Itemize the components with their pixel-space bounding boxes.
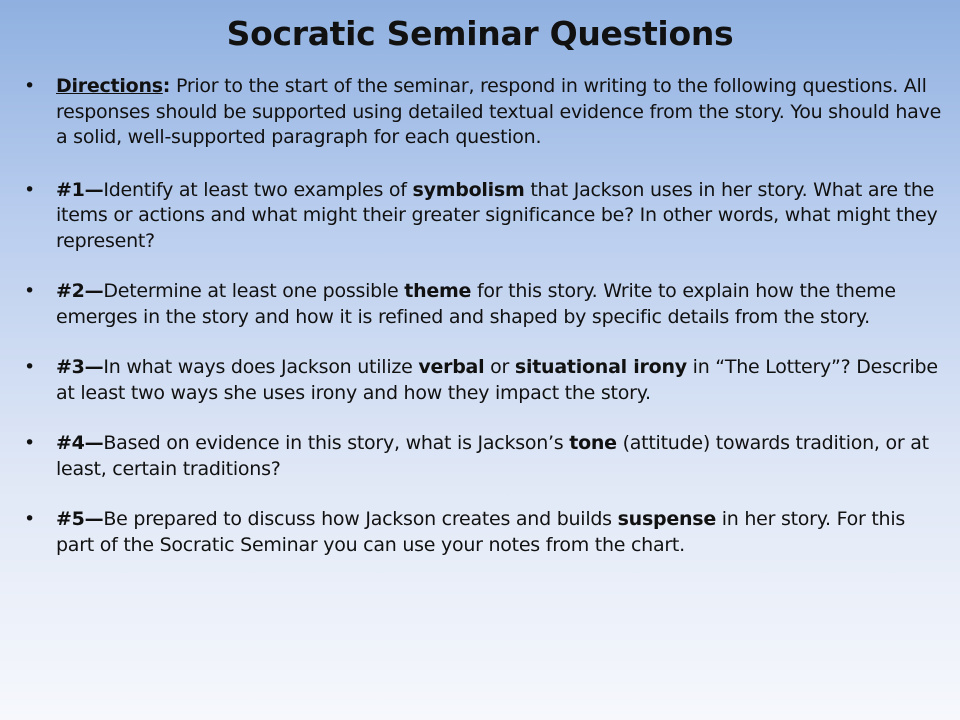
question-item-4	[20, 431, 945, 482]
question-number: #1—	[56, 178, 104, 201]
question-text-post: for this story. Write to explain how the theme emerges in the story and how it is refined and shaped by specific details from the story.	[56, 280, 896, 328]
bullet-dot: •	[24, 432, 35, 454]
key-term: suspense	[617, 508, 716, 530]
key-term: symbolism	[412, 178, 525, 201]
bullet-dot: •	[24, 356, 35, 378]
directions-label: Directions	[56, 75, 163, 97]
question-number: #4—	[56, 432, 104, 454]
question-text-post: in “The Lottery”? Describe at least two ways she uses irony and how they impact the story.	[56, 356, 938, 404]
directions-item	[20, 74, 945, 151]
key-term: situational irony	[514, 356, 687, 378]
directions-text: Prior to the start of the seminar, respond in writing to the following questions. All responses should be supported using detailed textual evidence from the story. You should have a solid, well-supported paragraph for each question.	[56, 75, 942, 148]
question-text-post: (attitude) towards tradition, or at least, certain traditions?	[56, 432, 929, 480]
directions-colon: :	[162, 75, 171, 97]
question-text-mid: or	[484, 356, 515, 378]
question-text-post: that Jackson uses in her story. What are the items or actions and what might their greater significance be? In other words, what might they represent?	[56, 178, 938, 252]
key-term: tone	[569, 432, 617, 454]
question-list	[20, 74, 945, 583]
question-text-pre: Determine at least one possible	[103, 280, 405, 302]
question-text-pre: Be prepared to discuss how Jackson creates and builds	[103, 508, 618, 530]
question-text-pre: In what ways does Jackson utilize	[103, 356, 419, 378]
question-number: #3—	[56, 356, 104, 378]
question-text-post: in her story. For this part of the Socratic Seminar you can use your notes from the chart.	[56, 508, 905, 556]
question-text-pre: Identify at least two examples of	[103, 178, 413, 201]
bullet-dot: •	[24, 75, 35, 97]
bullet-dot: •	[24, 178, 35, 201]
question-item-5	[20, 507, 945, 558]
bullet-dot: •	[24, 508, 35, 530]
slide-title: Socratic Seminar Questions	[226, 14, 734, 53]
key-term: verbal	[418, 356, 485, 378]
key-term: theme	[404, 280, 472, 302]
bullet-dot: •	[24, 280, 35, 302]
question-number: #2—	[56, 280, 104, 302]
question-number: #5—	[56, 508, 104, 530]
question-item-1	[20, 178, 945, 255]
question-text-pre: Based on evidence in this story, what is Jackson’s	[103, 432, 570, 454]
question-item-3	[20, 355, 945, 406]
question-item-2	[20, 279, 945, 330]
